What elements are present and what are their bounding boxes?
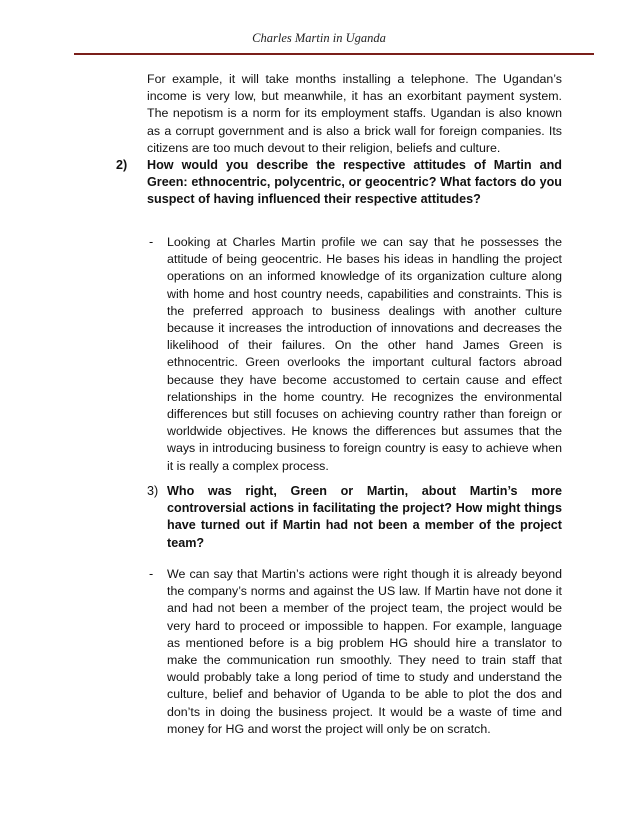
question-3-text: Who was right, Green or Martin, about Martin’s more controversial actions in facilitating the project? How might things have turned out if Martin had not been a member of the project team? xyxy=(167,484,562,550)
intro-paragraph: For example, it will take months installing a telephone. The Ugandan’s income is very low, but meanwhile, it has an exorbitant payment system. The nepotism is a norm for its employment staffs. Ugandan is also known as a corrupt government and is also a brick wall for foreign companies. Its citizens are too much devout to their religion, beliefs and culture. xyxy=(147,72,562,155)
question-2-text: How would you describe the respective attitudes of Martin and Green: ethnocentric, polycentric, or geocentric? What factors do you suspect of having influenced their respective attitudes? xyxy=(147,158,562,207)
answer-3-text: We can say that Martin’s actions were right though it is already beyond the company’s norms and against the US law. If Martin have not done it and had not been a member of the project team, the project would be very hard to proceed or impossible to happen. For example, language as mentioned before is a big problem HG should hire a translator to make the communication run smoothly. They need to train staff that would probably take a long period of time to study and understand the culture, belief and behavior of Uganda to be able to plot the dos and don’ts in doing the business project. It would be a waste of time and money for HG and worst the project will only be on scratch. xyxy=(167,567,562,736)
answer-3-bullet: - xyxy=(149,567,154,581)
answer-2-bullet: - xyxy=(149,235,154,249)
question-3-number: 3) xyxy=(147,484,159,498)
question-2-number: 2) xyxy=(116,158,128,172)
page-header: Charles Martin in Uganda xyxy=(252,31,386,45)
answer-2-text: Looking at Charles Martin profile we can say that he possesses the attitude of being geocentric. He bases his ideas in handling the project operations on an informed knowledge of its organization culture along with home and host country needs, capabilities and constraints. This is the preferred approach to business dealings with another culture because it increases the introduction of innovations and decreases the likelihood of their failures. On the other hand James Green is ethnocentric. Green overlooks the important cultural factors abroad because they have become accustomed to certain cause and effect relationships in the home country. He recognizes the environmental differences but still focuses on achieving country rather than foreign or worldwide objectives. He knows the differences but assumes that the ways in introducing business to foreign country is easy to achieve when it is really a complex process. xyxy=(167,235,562,473)
header-divider xyxy=(74,53,594,55)
